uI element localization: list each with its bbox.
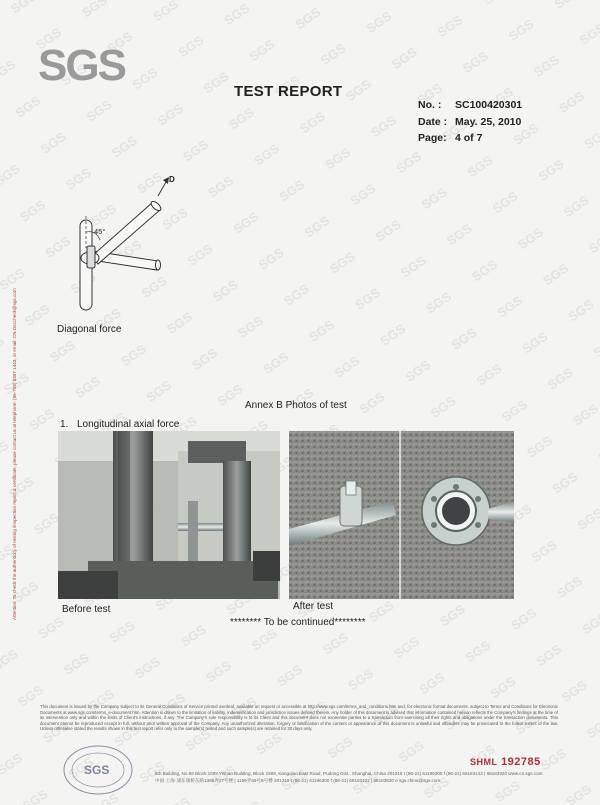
annex-item-label: Longitudinal axial force	[77, 419, 180, 430]
svg-text:Attention: To check the authen: Attention: To check the authenticity of testing /inspection report & certificate, please contact us at telephone: (86-755) 8307 1443, or email: CN.Doccheck@sgs.com	[12, 288, 17, 620]
after-test-photo	[289, 431, 514, 599]
diagonal-force-diagram	[70, 168, 195, 313]
angle-label: 45°	[94, 227, 106, 236]
sgs-logo	[38, 42, 128, 86]
serial-value: 192785	[501, 756, 541, 768]
report-page-value: 4 of 7	[455, 132, 483, 144]
figure-caption: Diagonal force	[57, 324, 122, 335]
serial-number	[470, 756, 541, 768]
report-no-label: No. :	[418, 99, 442, 111]
to-be-continued: ******** To be continued********	[230, 617, 366, 628]
sgs-seal	[60, 740, 138, 798]
svg-text:SGS: SGS	[38, 42, 125, 86]
report-meta	[418, 97, 522, 147]
serial-prefix: SHML	[470, 757, 498, 767]
svg-text:SGS: SGS	[84, 763, 110, 777]
authenticity-side-text	[2, 180, 24, 620]
report-title: TEST REPORT	[234, 83, 343, 100]
annex-item-number: 1.	[60, 419, 69, 430]
footer-address-cn: 中国·上海·浦东康桥东路1365弄17号楼 | 1159弄69号8号楼 201319 t (86-21) 61196300 f (86-21) 68183122 | 68183920 e sgs.china@sgs.com	[155, 777, 441, 783]
report-no-value: SC100420301	[455, 99, 523, 111]
report-date-label: Date :	[418, 115, 448, 128]
annex-title: Annex B Photos of test	[245, 400, 347, 411]
before-test-caption: Before test	[62, 604, 111, 615]
footer-disclaimer: This document is issued by the Company subject to its General Conditions of Service printed overleaf, available on request or accessible at http://www.sgs.com/terms_and_conditions.htm and, for electronic format documents, subject to Terms and Conditions for Electronic Documents at www.sgs.com/terms_e-document.htm. Attention is drawn to the limitation of liability, indemnification and jurisdiction issues defined therein. Any holder of this document is advised that information contained hereon reflects the Company's findings at the time of its intervention only and within the limits of Client's instructions, if any. The Company's sole responsibility is to its Client and this document does not exonerate parties to a transaction from exercising all their rights and obligations under the transaction documents. This document cannot be reproduced except in full, without prior written approval of the Company. Any unauthorized alteration, forgery or falsification of the content or appearance of this document is unlawful and offenders may be prosecuted to the fullest extent of the law. Unless otherwise stated the results shown in this test report refer only to the sample(s) tested and such sample(s) are retained for 30 days only.	[40, 704, 558, 732]
after-test-caption: After test	[293, 601, 334, 612]
report-date-value: May. 25, 2010	[455, 115, 522, 128]
force-label: D	[169, 175, 175, 184]
footer-address	[155, 771, 543, 784]
before-test-photo	[58, 431, 280, 599]
test-photos	[58, 431, 514, 599]
report-page-label: Page:	[418, 132, 447, 144]
footer-address-en: 8th Building, No.69 Block 1589 Yishan Building, Block 1589, Kangqiao East Road, Pudong Dist., Shanghai, China 201319 t (86-21) 61196300 f (86-21) 68183122 | 68183920 www.cn.sgs.com	[155, 771, 543, 776]
